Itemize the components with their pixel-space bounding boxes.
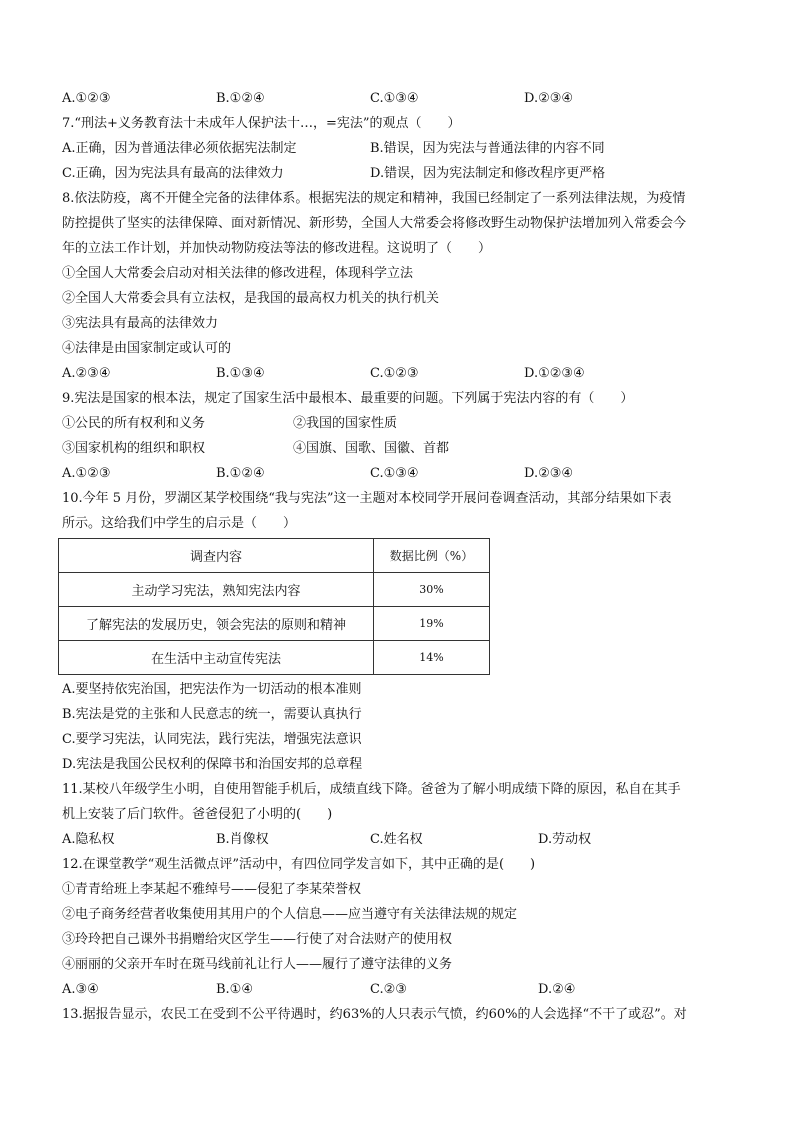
q11-option-c[interactable]: C.姓名权 — [370, 832, 423, 847]
q9-item-1: ①公民的所有权利和义务 — [62, 416, 206, 431]
survey-table-header — [59, 539, 490, 573]
q9-item-3: ③国家机构的组织和职权 — [62, 441, 206, 456]
q8-option-a[interactable]: A.②③④ — [62, 366, 111, 381]
q9-item-2: ②我国的国家性质 — [293, 416, 398, 431]
q12-option-b[interactable]: B.①④ — [216, 982, 253, 997]
q11-option-a[interactable]: A.隐私权 — [62, 832, 115, 847]
header-survey-content: 调查内容 — [59, 539, 374, 573]
table-cell-content: 在生活中主动宣传宪法 — [59, 641, 374, 675]
q8-stem-line2: 防控提供了坚实的法律保障、面对新情况、新形势，全国人大常委会将修改野生动物保护法增加列入常委会今 — [62, 216, 687, 231]
table-cell-content: 了解宪法的发展历史，领会宪法的原则和精神 — [59, 607, 374, 641]
q12-option-a[interactable]: A.③④ — [62, 982, 99, 997]
q12-option-d[interactable]: D.②④ — [538, 982, 576, 997]
q7-options-row2 — [62, 161, 742, 186]
q13-stem: 13.据报告显示，农民工在受到不公平待遇时，约63%的人只表示气愤，约60%的人会选择“不干了或忍”。对 — [62, 1007, 687, 1022]
q12-option-c[interactable]: C.②③ — [370, 982, 407, 997]
q11-options — [62, 827, 742, 852]
q9-option-d[interactable]: D.②③④ — [524, 466, 574, 481]
q11-option-d[interactable]: D.劳动权 — [538, 832, 592, 847]
q7-stem: 7.“刑法+义务教育法十未成年人保护法十…，=宪法”的观点（ ） — [62, 116, 461, 131]
q11-option-b[interactable]: B.肖像权 — [216, 832, 269, 847]
q8-item-4: ④法律是由国家制定或认可的 — [62, 341, 232, 356]
q9-options — [62, 461, 742, 486]
q11-stem-line1: 11.某校八年级学生小明，自使用智能手机后，成绩直线下降。爸爸为了解小明成绩下降的原因，私自在其手 — [62, 782, 681, 797]
q10-stem-line2: 所示。这给我们中学生的启示是（ ） — [62, 516, 297, 531]
q8-item-2: ②全国人大常委会具有立法权，是我国的最高权力机关的执行机关 — [62, 291, 440, 306]
q7-option-a[interactable]: A.正确，因为普通法律必须依据宪法制定 — [62, 141, 297, 156]
q12-item-3: ③玲玲把自己课外书捐赠给灾区学生——行使了对合法财产的使用权 — [62, 932, 453, 947]
survey-table — [58, 538, 490, 675]
exam-page — [62, 86, 742, 1027]
q6-options — [62, 86, 742, 111]
q12-item-2: ②电子商务经营者收集使用其用户的个人信息——应当遵守有关法律法规的规定 — [62, 907, 518, 922]
q8-option-b[interactable]: B.①③④ — [216, 366, 265, 381]
q6-option-c[interactable]: C.①③④ — [370, 91, 419, 106]
q8-stem-line3: 年的立法工作计划，并加快动物防疫法等法的修改进程。这说明了（ ） — [62, 241, 492, 256]
q8-item-3: ③宪法具有最高的法律效力 — [62, 316, 219, 331]
table-cell-ratio: 19% — [374, 607, 490, 641]
q8-item-1: ①全国人大常委会启动对相关法律的修改进程，体现科学立法 — [62, 266, 414, 281]
q12-stem: 12.在课堂教学“观生活微点评”活动中，有四位同学发言如下，其中正确的是( ) — [62, 857, 536, 872]
table-row — [59, 607, 490, 641]
q8-options — [62, 361, 742, 386]
q9-items-row1 — [62, 411, 742, 436]
q7-option-c[interactable]: C.正确，因为宪法具有最高的法律效力 — [62, 166, 284, 181]
q9-item-4: ④国旗、国歌、国徽、首都 — [293, 441, 450, 456]
table-row — [59, 573, 490, 607]
q9-stem: 9.宪法是国家的根本法，规定了国家生活中最根本、最重要的问题。下列属于宪法内容的有（ ） — [62, 391, 634, 406]
q9-option-b[interactable]: B.①②④ — [216, 466, 265, 481]
q6-option-a[interactable]: A.①②③ — [62, 91, 111, 106]
q6-option-d[interactable]: D.②③④ — [524, 91, 574, 106]
q10-stem-line1: 10.今年 5 月份，罗湖区某学校围绕“我与宪法”这一主题对本校同学开展问卷调查活动，其部分结果如下表 — [62, 491, 672, 506]
q6-option-b[interactable]: B.①②④ — [216, 91, 265, 106]
q12-item-4: ④丽丽的父亲开车时在斑马线前礼让行人——履行了遵守法律的义务 — [62, 957, 453, 972]
q7-option-d[interactable]: D.错误，因为宪法制定和修改程序更严格 — [370, 166, 606, 181]
q10-option-a[interactable]: A.要坚持依宪治国，把宪法作为一切活动的根本准则 — [62, 682, 362, 697]
q12-options — [62, 977, 742, 1002]
table-cell-ratio: 14% — [374, 641, 490, 675]
q9-option-a[interactable]: A.①②③ — [62, 466, 111, 481]
q8-option-c[interactable]: C.①②③ — [370, 366, 419, 381]
q7-options-row1 — [62, 136, 742, 161]
q10-option-c[interactable]: C.要学习宪法，认同宪法，践行宪法，增强宪法意识 — [62, 732, 362, 747]
q8-option-d[interactable]: D.①②③④ — [524, 366, 585, 381]
q12-item-1: ①青青给班上李某起不雅绰号——侵犯了李某荣誉权 — [62, 882, 362, 897]
table-cell-content: 主动学习宪法，熟知宪法内容 — [59, 573, 374, 607]
q7-option-b[interactable]: B.错误，因为宪法与普通法律的内容不同 — [370, 141, 605, 156]
q8-stem-line1: 8.依法防疫，离不开健全完备的法律体系。根据宪法的规定和精神，我国已经制定了一系列法律法规，为疫情 — [62, 191, 686, 206]
q10-option-b[interactable]: B.宪法是党的主张和人民意志的统一，需要认真执行 — [62, 707, 362, 722]
q10-option-d[interactable]: D.宪法是我国公民权利的保障书和治国安邦的总章程 — [62, 757, 363, 772]
header-data-ratio: 数据比例（%） — [374, 539, 490, 573]
q9-option-c[interactable]: C.①③④ — [370, 466, 419, 481]
q11-stem-line2: 机上安装了后门软件。爸爸侵犯了小明的( ) — [62, 807, 333, 822]
q9-items-row2 — [62, 436, 742, 461]
table-row — [59, 641, 490, 675]
table-cell-ratio: 30% — [374, 573, 490, 607]
